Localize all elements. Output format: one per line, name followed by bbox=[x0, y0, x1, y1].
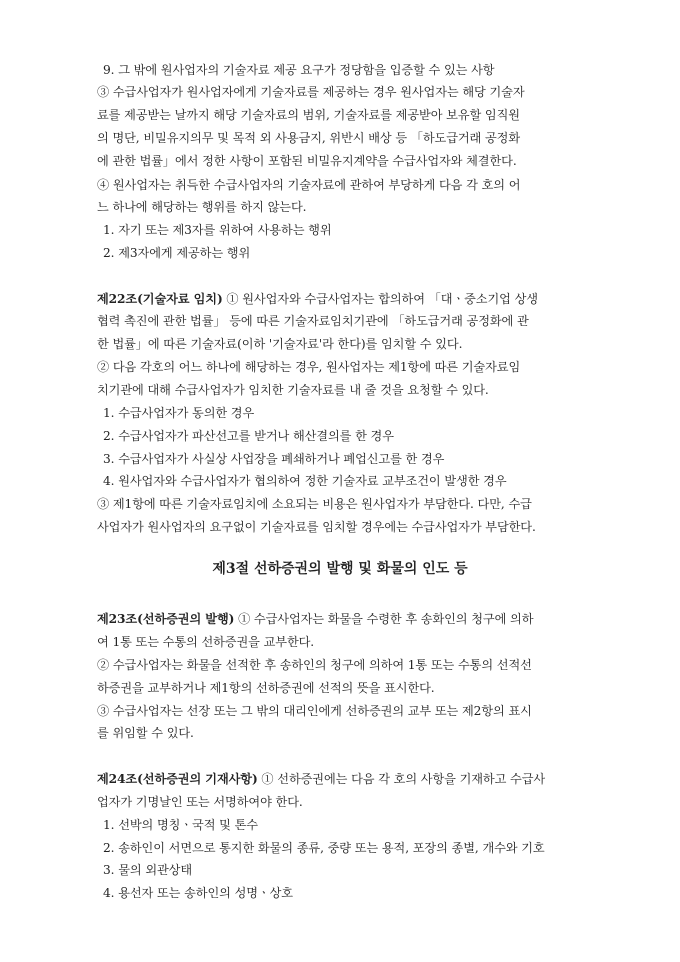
article-23-line: 하증권을 교부하거나 제1항의 선하증권에 선적의 뜻을 표시한다. bbox=[97, 681, 435, 695]
article-22-line: 치기관에 대해 수급사업자가 임치한 기술자료를 내 줄 것을 요청할 수 있다. bbox=[97, 383, 489, 397]
article-22-line: 한 법률」에 따른 기술자료(이하 '기술자료'라 한다)를 임치할 수 있다. bbox=[97, 337, 463, 351]
article-22-line: 협력 촉진에 관한 법률」 등에 따른 기술자료임치기관에 「하도급거래 공정화에 관 bbox=[97, 314, 529, 328]
list-item: 2. 수급사업자가 파산선고를 받거나 해산결의를 한 경우 bbox=[103, 429, 394, 443]
list-item: 4. 용선자 또는 송하인의 성명ㆍ상호 bbox=[103, 886, 293, 900]
list-item: 1. 수급사업자가 동의한 경우 bbox=[103, 406, 255, 420]
paragraph-3-line: 에 관한 법률」에서 정한 사항이 포함된 비밀유지계약을 수급사업자와 체결한다. bbox=[97, 154, 517, 168]
article-24-text: ① 선하증권에는 다음 각 호의 사항을 기재하고 수급사 bbox=[257, 772, 546, 786]
article-23-line: 를 위임할 수 있다. bbox=[97, 726, 194, 740]
list-item: 2. 송하인이 서면으로 통지한 화물의 종류, 중량 또는 용적, 포장의 종별, 개수와 기호 bbox=[103, 841, 545, 855]
list-item: 1. 선박의 명칭ㆍ국적 및 톤수 bbox=[103, 818, 258, 832]
article-23-first-line bbox=[97, 611, 583, 627]
paragraph-4-line: 느 하나에 해당하는 행위를 하지 않는다. bbox=[97, 200, 307, 214]
list-item: 3. 수급사업자가 사실상 사업장을 폐쇄하거나 폐업신고를 한 경우 bbox=[103, 452, 445, 466]
list-item: 2. 제3자에게 제공하는 행위 bbox=[103, 246, 251, 260]
paragraph-3-line: 의 명단, 비밀유지의무 및 목적 외 사용금지, 위반시 배상 등 「하도급거래 공정화 bbox=[97, 131, 521, 145]
article-23-line: ③ 수급사업자는 선장 또는 그 밖의 대리인에게 선하증권의 교부 또는 제2항의 표시 bbox=[97, 704, 532, 718]
article-23-line: 여 1통 또는 수통의 선하증권을 교부한다. bbox=[97, 635, 315, 649]
article-23-title: 제23조(선하증권의 발행) bbox=[97, 612, 235, 626]
section-heading: 제3절 선하증권의 발행 및 화물의 인도 등 bbox=[212, 561, 468, 577]
article-24-first-line bbox=[97, 771, 583, 787]
article-24-title: 제24조(선하증권의 기재사항) bbox=[97, 772, 258, 786]
list-item: 3. 물의 외관상태 bbox=[103, 863, 193, 877]
article-22-first-line bbox=[97, 291, 583, 307]
article-24-line: 업자가 기명날인 또는 서명하여야 한다. bbox=[97, 795, 303, 809]
paragraph-3-line: 료를 제공받는 날까지 해당 기술자료의 범위, 기술자료를 제공받아 보유할 임직원 bbox=[97, 108, 520, 122]
article-22-text: ① 원사업자와 수급사업자는 합의하여 「대ㆍ중소기업 상생 bbox=[222, 292, 538, 306]
article-22-title: 제22조(기술자료 임치) bbox=[97, 292, 223, 306]
item-9: 9. 그 밖에 원사업자의 기술자료 제공 요구가 정당함을 입증할 수 있는 사항 bbox=[103, 63, 495, 77]
article-23-text: ① 수급사업자는 화물을 수령한 후 송화인의 청구에 의하 bbox=[234, 612, 534, 626]
list-item: 4. 원사업자와 수급사업자가 협의하여 정한 기술자료 교부조건이 발생한 경우 bbox=[103, 474, 507, 488]
article-23-line: ② 수급사업자는 화물을 선적한 후 송하인의 청구에 의하여 1통 또는 수통의 선적선 bbox=[97, 658, 532, 672]
article-22-line: 사업자가 원사업자의 요구없이 기술자료를 임치할 경우에는 수급사업자가 부담한다. bbox=[97, 520, 536, 534]
paragraph-3-line: ③ 수급사업자가 원사업자에게 기술자료를 제공하는 경우 원사업자는 해당 기술자 bbox=[97, 85, 525, 99]
list-item: 1. 자기 또는 제3자를 위하여 사용하는 행위 bbox=[103, 223, 332, 237]
article-22-line: ③ 제1항에 따른 기술자료임치에 소요되는 비용은 원사업자가 부담한다. 다만, 수급 bbox=[97, 497, 532, 511]
article-22-line: ② 다음 각호의 어느 하나에 해당하는 경우, 원사업자는 제1항에 따른 기술자료임 bbox=[97, 360, 521, 374]
paragraph-4-line: ④ 원사업자는 취득한 수급사업자의 기술자료에 관하여 부당하게 다음 각 호의 어 bbox=[97, 178, 521, 192]
